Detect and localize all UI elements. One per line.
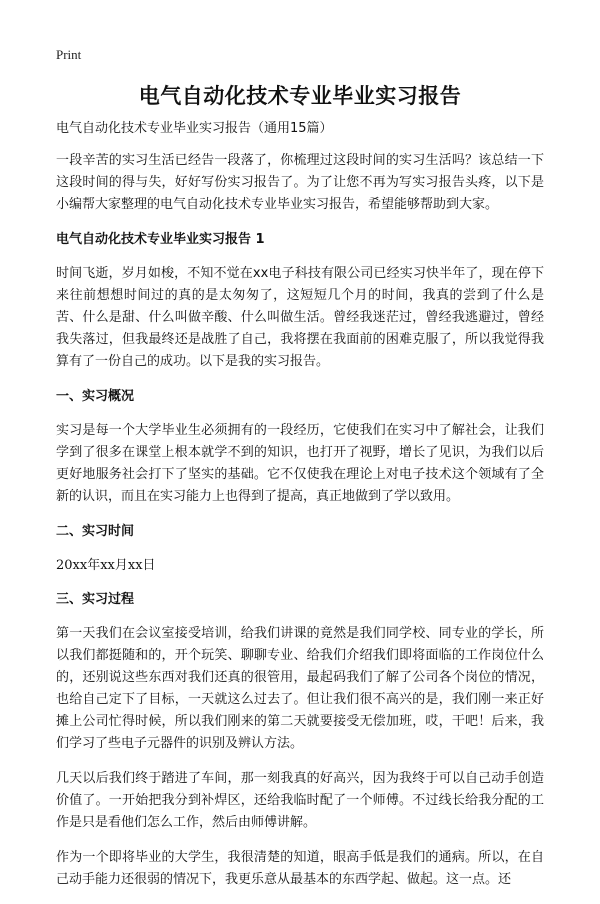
heading-process: 三、实习过程 (56, 592, 135, 607)
section-title: 电气自动化技术专业毕业实习报告 1 (56, 232, 265, 247)
document-subtitle: 电气自动化技术专业毕业实习报告（通用15篇） (56, 121, 333, 136)
section-paragraph: 时间飞逝，岁月如梭，不知不觉在xx电子科技有限公司已经实习快半年了，现在停下来往前想想时间过的真的是太匆匆了，这短短几个月的时间，我真的尝到了什么是苦、什么是甜、什么叫做辛酸、什么叫做生活。曾经我迷茫过，曾经我逃避过，曾经我失落过，但我最终还是战胜了自己，我将摆在我面前的困难克服了，所以我觉得我算有了一份自己的成功。以下是我的实习报告。 (56, 266, 544, 369)
page-title: 电气自动化技术专业毕业实习报告 (138, 84, 462, 108)
intro-paragraph: 一段辛苦的实习生活已经告一段落了，你梳理过这段时间的实习生活吗？该总结一下这段时间的得与失，好好写份实习报告了。为了让您不再为写实习报告头疼，以下是小编帮大家整理的电气自动化技术专业毕业实习报告，希望能够帮助到大家。 (56, 153, 544, 212)
process-paragraph-1: 第一天我们在会议室接受培训，给我们讲课的竟然是我们同学校、同专业的学长，所以我们都挺随和的，开个玩笑、聊聊专业、给我们介绍我们即将面临的工作岗位什么的，还别说这些东西对我们还真的很管用，最起码我们了解了公司各个岗位的情况，也给自己定下了目标，一天就这么过去了。但让我们很不高兴的是，我们刚一来正好摊上公司忙得时候，所以我们刚来的第二天就要接受无偿加班，哎，干吧！后来，我们学习了些电子元器件的识别及辨认方法。 (56, 626, 544, 751)
heading-time: 二、实习时间 (56, 524, 135, 539)
heading-overview: 一、实习概况 (56, 389, 135, 404)
overview-paragraph: 实习是每一个大学毕业生必须拥有的一段经历，它使我们在实习中了解社会，让我们学到了很多在课堂上根本就学不到的知识，也打开了视野，增长了见识，为我们以后更好地服务社会打下了坚实的基础。它不仅使我在理论上对电子技术这个领域有了全新的认识，而且在实习能力上也得到了提高，真正地做到了学以致用。 (56, 423, 544, 504)
internship-date: 20xx年xx月xx日 (56, 558, 156, 573)
process-paragraph-3: 作为一个即将毕业的大学生，我很清楚的知道，眼高手低是我们的通病。所以，在自己动手能力还很弱的情况下，我更乐意从最基本的东西学起、做起。这一点。还 (56, 850, 544, 887)
print-link[interactable]: Print (56, 47, 82, 62)
process-paragraph-2: 几天以后我们终于踏进了车间，那一刻我真的好高兴，因为我终于可以自己动手创造价值了。一开始把我分到补焊区，还给我临时配了一个师傅。不过线长给我分配的工作是只是看他们怎么工作，然后由师傅讲解。 (56, 771, 544, 830)
document-body (56, 118, 544, 904)
